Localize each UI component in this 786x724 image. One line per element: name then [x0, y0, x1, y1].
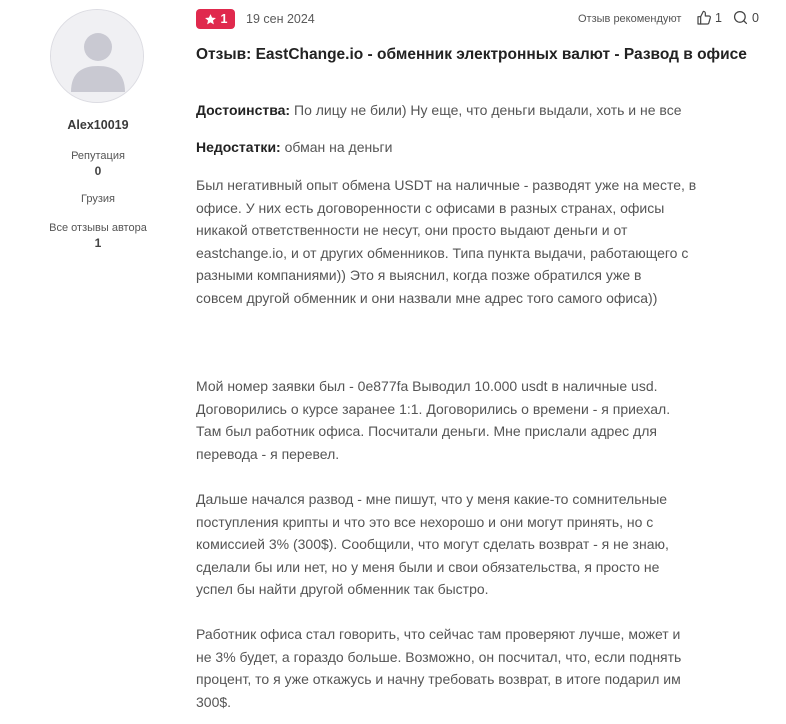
review-title: Отзыв: EastChange.io - обменник электронных валют - Развод в офисе [196, 46, 747, 63]
rating-value: 1 [220, 12, 228, 26]
star-icon [204, 13, 217, 26]
pros-text: По лицу не били) Ну еще, что деньги выдали, хоть и не все [294, 102, 682, 118]
cons-section [196, 137, 770, 157]
all-reviews-label[interactable]: Все отзывы автора [49, 222, 147, 234]
author-username[interactable]: Alex10019 [67, 118, 129, 132]
rating-badge [196, 9, 235, 29]
user-silhouette-icon [51, 10, 144, 103]
cons-text: обман на деньги [284, 139, 393, 155]
pros-section [196, 100, 770, 120]
review-paragraph: Мой номер заявки был - 0e877fa Выводил 10.000 usdt в наличные usd. Договорились о курсе заранее 1:1. Договорились о времени - я приехал. Там был работник офиса. Посчитали деньги. Мне прислали адрес для перевода - я перевел. [196, 378, 671, 462]
cons-label: Недостатки: [196, 139, 281, 155]
avatar[interactable] [50, 9, 144, 103]
review-paragraph: Дальше начался развод - мне пишут, что у меня какие-то сомнительные поступления крипты и что это все нехорошо и они могут принять, но с комиссией 3% (300$). Сообщили, что могут сделать возврат - я не знаю, сделали бы или нет, но у меня были и свои обязательства, я просто не успел бы найти другой обменник так быстро. [196, 491, 669, 597]
like-button[interactable] [696, 10, 722, 26]
reputation-value: 0 [94, 164, 102, 178]
comment-button[interactable] [733, 10, 759, 25]
review-paragraph: Был негативный опыт обмена USDT на наличные - разводят уже на месте, в офисе. У них есть договоренности с офисами в разных странах, офисы никакой ответственности не несут, они просто выдают деньги и от eastchange.io, и от других обменников. Типа пункта выдачи, работающего с разными компаниями)) Это я выяснил, когда позже обратился уже в совсем другой обменник и они назвали мне адрес того самого офиса)) [196, 177, 697, 306]
comment-bubble-icon [733, 10, 748, 25]
reputation-label: Репутация [71, 150, 125, 162]
review-date: 19 сен 2024 [246, 12, 315, 26]
review-paragraph: Работник офиса стал говорить, что сейчас там проверяют лучше, может и не 3% будет, а гораздо больше. Возможно, он посчитал, что, если поднять процент, то я уже откажусь и начну требовать возврат, в итоге подарил им 300$. [196, 626, 682, 710]
author-country: Грузия [81, 193, 115, 205]
comments-count: 0 [752, 10, 759, 25]
thumbs-up-icon [696, 10, 712, 26]
recommend-label: Отзыв рекомендуют [578, 13, 682, 25]
pros-label: Достоинства: [196, 102, 291, 118]
likes-count: 1 [715, 11, 722, 25]
all-reviews-count: 1 [94, 236, 102, 250]
